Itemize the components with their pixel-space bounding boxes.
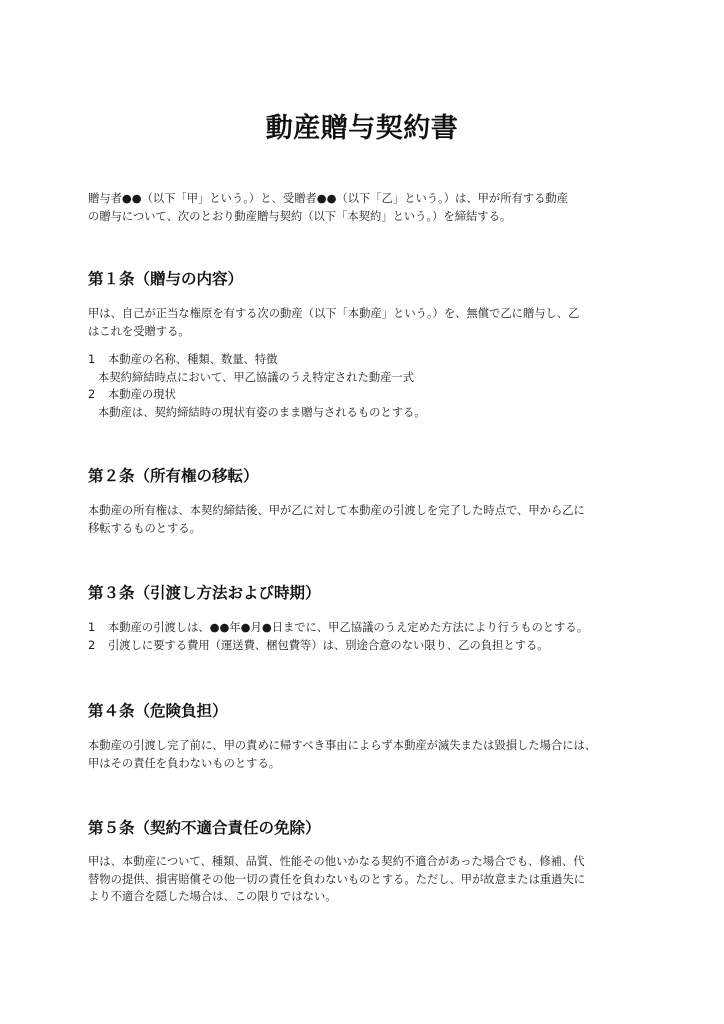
preamble-line: 贈与者●●（以下「甲」という。）と、受贈者●●（以下「乙」という。）は、甲が所有する動産	[88, 192, 569, 205]
list-item	[88, 637, 648, 655]
list-item	[88, 351, 648, 369]
preamble	[88, 190, 648, 225]
body-line: 本動産の所有権は、本契約締結後、甲が乙に対して本動産の引渡しを完了した時点で、甲から乙に	[88, 504, 585, 517]
list-item	[88, 619, 648, 637]
article-1-heading: 第１条（贈与の内容）	[88, 270, 244, 288]
item-label: 本動産の名称、種類、数量、特徴	[108, 353, 278, 366]
item-detail: 本契約締結時点において、甲乙協議のうえ特定された動産一式	[98, 370, 415, 384]
list-item-detail	[88, 404, 648, 422]
body-line: 甲は、本動産について、種類、品質、性能その他いかなる契約不適合があった場合でも、修補、代	[88, 855, 585, 868]
body-line: 替物の提供、損害賠償その他一切の責任を負わないものとする。ただし、甲が故意または重過失に	[88, 872, 586, 886]
item-detail: 本動産は、契約締結時の現状有姿のまま贈与されるものとする。	[98, 405, 426, 419]
article-1-body	[88, 305, 648, 340]
item-number: 2	[88, 638, 96, 652]
article-3-heading: 第３条（引渡し方法および時期）	[88, 584, 321, 602]
article-1-items	[88, 351, 648, 421]
article-2-heading: 第２条（所有権の移転）	[88, 467, 259, 485]
article-5-body	[88, 853, 648, 906]
body-line: より不適合を隠した場合は、この限りではない。	[88, 890, 337, 903]
body-line: はこれを受贈する。	[88, 324, 190, 338]
item-label: 本動産の現状	[108, 388, 176, 401]
article-5-heading: 第５条（契約不適合責任の免除）	[88, 819, 321, 837]
article-2-body	[88, 502, 648, 537]
item-number: 2	[88, 388, 96, 401]
body-line: 移転するものとする。	[88, 521, 201, 535]
preamble-line: の贈与について、次のとおり動産贈与契約（以下「本契約」という。）を締結する。	[88, 209, 512, 223]
item-label: 本動産の引渡しは、●●年●月●日までに、甲乙協議のうえ定めた方法により行うものとする。	[108, 621, 589, 634]
document-title: 動産贈与契約書	[265, 113, 459, 144]
body-line: 本動産の引渡し完了前に、甲の責めに帰すべき事由によらず本動産が滅失または毀損した場合には、	[88, 739, 597, 752]
item-number: 1	[88, 621, 96, 634]
list-item	[88, 386, 648, 404]
article-3-items	[88, 619, 648, 654]
item-number: 1	[88, 353, 96, 366]
article-4-body	[88, 737, 648, 772]
body-line: 甲はその責任を負わないものとする。	[88, 756, 281, 770]
item-label: 引渡しに要する費用（運送費、梱包費等）は、別途合意のない限り、乙の負担とする。	[108, 638, 549, 652]
body-line: 甲は、自己が正当な権原を有する次の動産（以下「本動産」という。）を、無償で乙に贈与し、乙	[88, 307, 580, 320]
article-4-heading: 第４条（危険負担）	[88, 702, 228, 720]
list-item-detail	[88, 369, 648, 387]
